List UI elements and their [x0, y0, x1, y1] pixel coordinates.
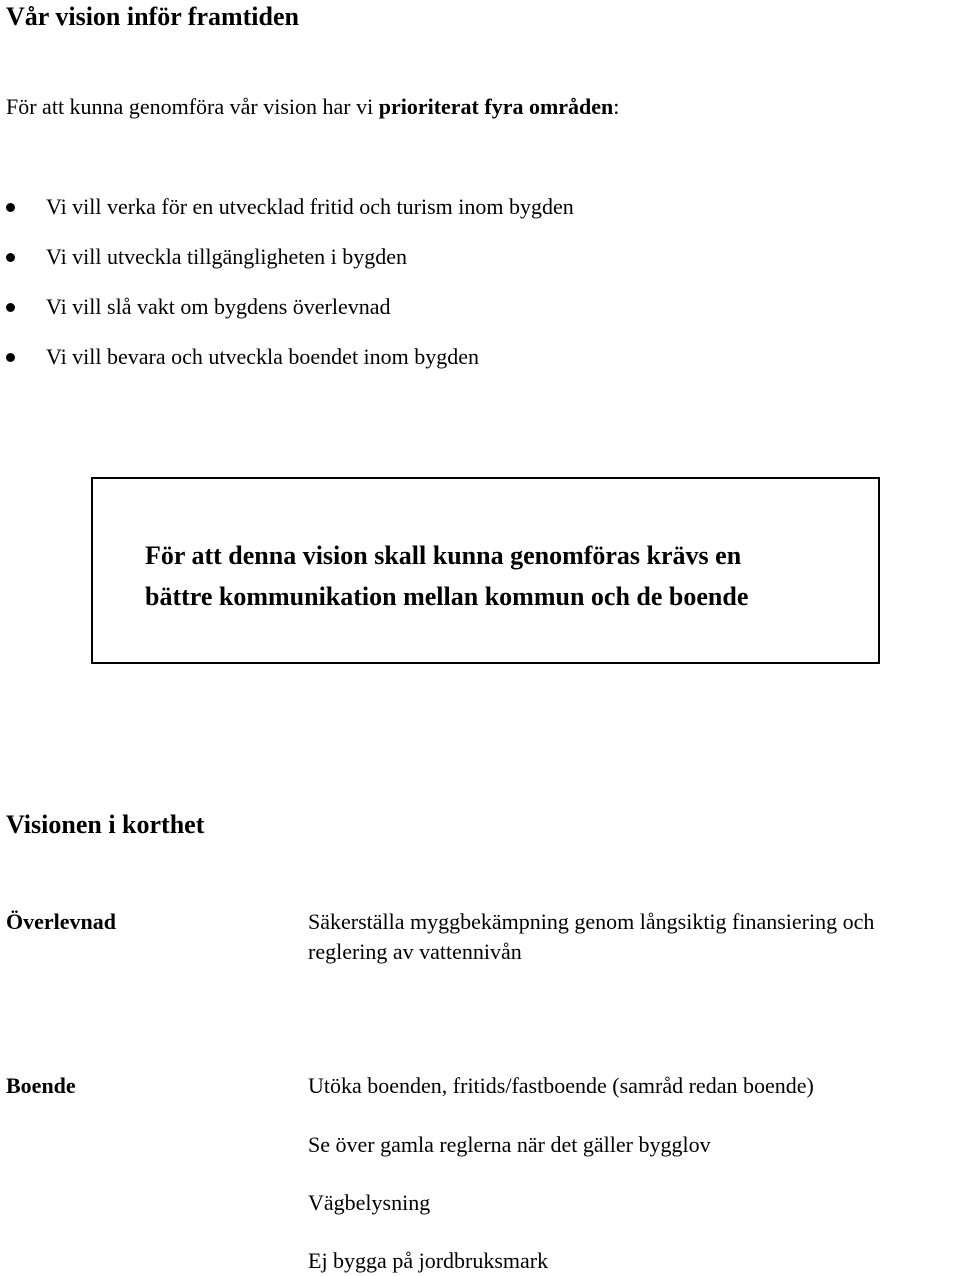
page-title: Vår vision inför framtiden [6, 2, 299, 31]
intro-suffix: : [613, 94, 620, 119]
priority-text: Vi vill bevara och utveckla boendet inom bygden [46, 344, 480, 369]
intro-paragraph [6, 92, 619, 122]
callout-line-1: För att denna vision skall kunna genomföras krävs en [145, 541, 742, 570]
intro-prefix: För att kunna genomföra vår vision har vi [6, 94, 379, 119]
area-label-boende: Boende [6, 1073, 76, 1098]
boende-item: Se över gamla reglerna när det gäller bygglov [308, 1132, 711, 1157]
bullet-icon [6, 303, 15, 312]
bullet-icon [6, 253, 15, 262]
bullet-icon [6, 353, 15, 362]
area-text-overlevnad-line-1: Säkerställa myggbekämpning genom långsiktig finansiering och [308, 909, 875, 934]
priority-text: Vi vill slå vakt om bygdens överlevnad [46, 294, 391, 319]
boende-item: Vägbelysning [308, 1190, 431, 1215]
intro-emphasis: prioriterat fyra områden [378, 94, 614, 119]
callout-box [91, 477, 880, 664]
priority-text: Vi vill utveckla tillgängligheten i bygden [46, 244, 407, 269]
boende-item: Ej bygga på jordbruksmark [308, 1248, 549, 1273]
boende-item: Utöka boenden, fritids/fastboende (samråd redan boende) [308, 1073, 814, 1098]
callout-line-2: bättre kommunikation mellan kommun och de boende [145, 582, 749, 611]
area-label-overlevnad: Överlevnad [6, 909, 116, 934]
bullet-icon [6, 203, 15, 212]
summary-heading: Visionen i korthet [6, 810, 205, 839]
area-text-overlevnad-line-2: reglering av vattennivån [308, 939, 522, 964]
priority-text: Vi vill verka för en utvecklad fritid och turism inom bygden [46, 194, 574, 219]
